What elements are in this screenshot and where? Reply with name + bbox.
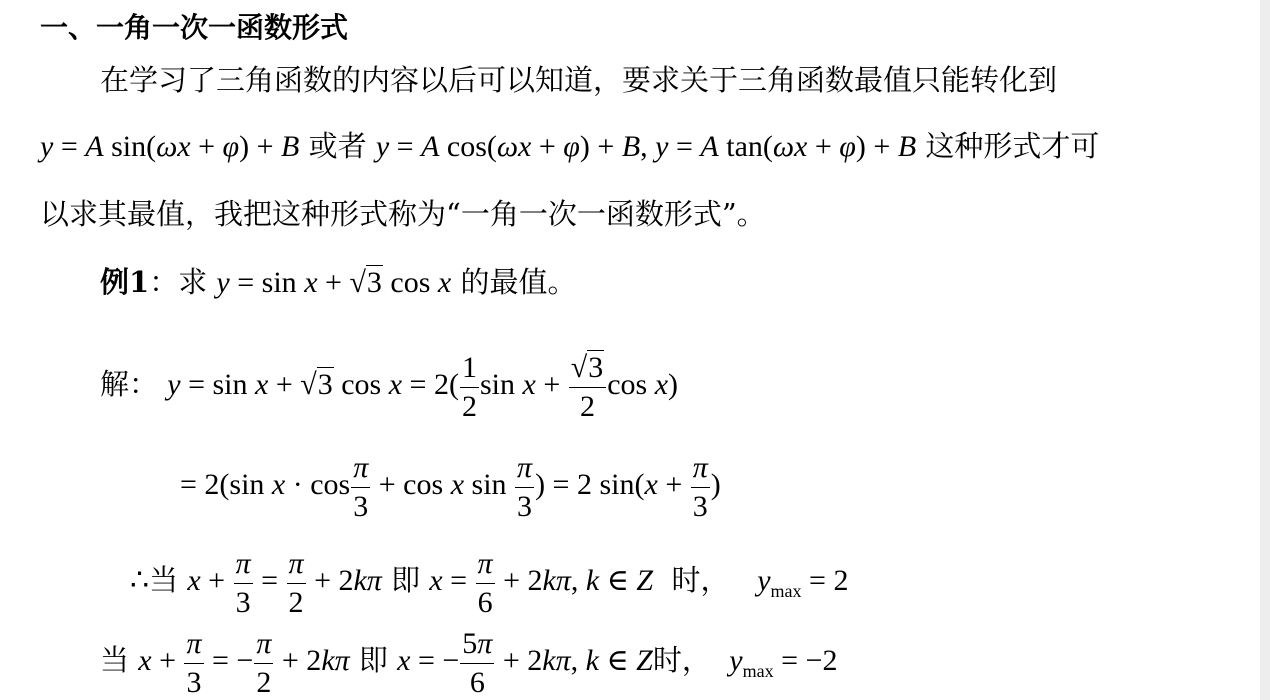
paragraph-line-3: 以求其最值，我把这种形式称为“一角一次一函数形式”。 [40, 197, 766, 231]
solution-line-2 [180, 452, 721, 522]
example-prompt: ：求 [149, 265, 208, 299]
text-or: 或者 [308, 129, 367, 163]
example-expression: y = sin x + √3 cos x [216, 266, 452, 299]
solution-label: 解： [100, 366, 159, 401]
paragraph-line-2 [40, 128, 1099, 165]
page-edge-stripe [1260, 0, 1270, 700]
solution-case-max [130, 548, 848, 618]
case1-result: $y_{max} = 2$ [757, 563, 849, 601]
case2-solution: x = − $\frac{5\pi}{6}$ + 2kπ, k ∈ Z [397, 627, 653, 699]
case1-condition: x + $\frac{\pi}{3}$ = $\frac{\pi}{2}$ + 2kπ [187, 547, 382, 619]
formula-sin-form: y = A sin(ωx + φ) + B [40, 130, 300, 163]
case2-shi: 时， [652, 642, 711, 677]
case2-prefix: 当 [100, 642, 130, 677]
solution-expression-1: y = sin x + √3 cos x = 2( $\frac{1}{2}$ sin x + $\frac{√3}{2}$ cos x) [167, 351, 679, 423]
text-tail: 这种形式才可 [925, 129, 1100, 163]
example-label: 例1 [100, 265, 150, 299]
example-tail: 的最值。 [460, 265, 577, 299]
section-heading: 一、一角一次一函数形式 [40, 11, 349, 44]
case1-shi: 时， [671, 562, 730, 597]
example-1 [100, 264, 576, 301]
solution-line-1 [100, 352, 678, 422]
case1-ji: 即 [391, 562, 421, 597]
solution-expression-2: = 2(sin x · cos $\frac{\pi}{3}$ + cos x sin $\frac{\pi}{3}$ ) = 2 sin(x + $\frac{\pi}{3}$ ) [180, 451, 721, 523]
case2-result: $y_{max} = -2$ [729, 643, 838, 681]
paragraph-line-1: 在学习了三角函数的内容以后可以知道，要求关于三角函数最值只能转化到 [100, 63, 1058, 97]
solution-case-min [100, 628, 837, 698]
case2-condition: x + $\frac{\pi}{3}$ = − $\frac{\pi}{2}$ + 2kπ [138, 627, 350, 699]
case1-solution: x = $\frac{\pi}{6}$ + 2kπ, k ∈ Z [429, 547, 654, 619]
case1-dang: 当 [149, 562, 179, 597]
case1-prefix: ∴ [130, 563, 150, 597]
case2-ji: 即 [358, 642, 388, 677]
formula-cos-tan-forms: y = A cos(ωx + φ) + B, y = A tan(ωx + φ) + B [375, 130, 917, 163]
